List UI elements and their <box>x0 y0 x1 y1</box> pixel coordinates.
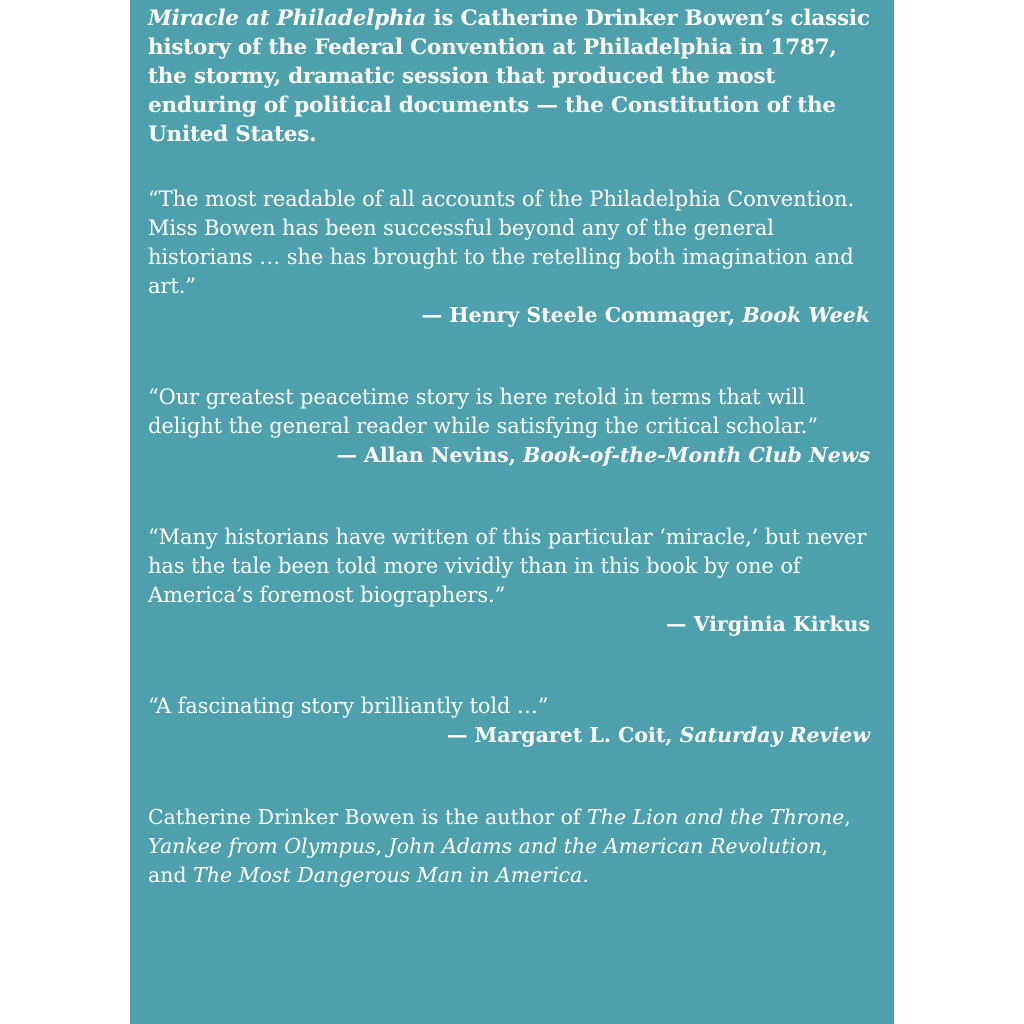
review-attribution-commager <box>148 301 870 330</box>
review-attribution-kirkus <box>148 610 870 639</box>
review-quote-nevins: “Our greatest peacetime story is here retold in terms that will delight the general reader while satisfying the critical scholar.” <box>148 385 818 438</box>
spacer <box>148 639 870 692</box>
bio-end: . <box>582 863 589 887</box>
review-author: — Allan Nevins, <box>336 443 516 467</box>
book-title: Miracle at Philadelphia <box>148 6 427 31</box>
review-source: Book Week <box>742 303 870 327</box>
bio-book-title: The Most Dangerous Man in America <box>193 863 583 887</box>
review-quote-coit: “A fascinating story brilliantly told …” <box>148 694 549 718</box>
review-author: — Virginia Kirkus <box>665 612 870 636</box>
bio-book-title: John Adams and the American Revolution <box>388 834 822 858</box>
bio-separator: , <box>844 805 851 829</box>
spacer <box>148 330 870 383</box>
review-author: — Henry Steele Commager, <box>421 303 736 327</box>
review-quote-commager: “The most readable of all accounts of the Philadelphia Convention. Miss Bowen has been successful beyond any of the general historians … she has brought to the retelling both imagination and art.” <box>148 187 855 298</box>
spacer <box>148 470 870 523</box>
author-bio <box>148 803 870 890</box>
bio-book-title: Yankee from Olympus <box>148 834 376 858</box>
review-source: Book-of-the-Month Club News <box>523 443 870 467</box>
review-source: Saturday Review <box>679 723 870 747</box>
spacer <box>148 149 870 185</box>
bio-separator: , and <box>148 834 829 887</box>
review-attribution-nevins <box>148 441 870 470</box>
review-author: — Margaret L. Coit, <box>446 723 673 747</box>
review-attribution-coit <box>148 721 870 750</box>
bio-separator: , <box>375 834 389 858</box>
blurb-text: is Catherine Drinker Bowen’s classic history of the Federal Convention at Philadelphia in 1787, the stormy, dramatic session that produced the most enduring of political documents — the Constitution of the United States. <box>148 6 870 147</box>
bio-intro: Catherine Drinker Bowen is the author of <box>148 805 588 829</box>
spacer <box>148 750 870 803</box>
review-quote-kirkus: “Many historians have written of this particular ‘miracle,’ but never has the tale been told more vividly than in this book by one of America’s foremost biographers.” <box>148 525 867 607</box>
book-blurb <box>148 0 870 149</box>
bio-book-title: The Lion and the Throne <box>587 805 845 829</box>
back-cover <box>130 0 894 1024</box>
